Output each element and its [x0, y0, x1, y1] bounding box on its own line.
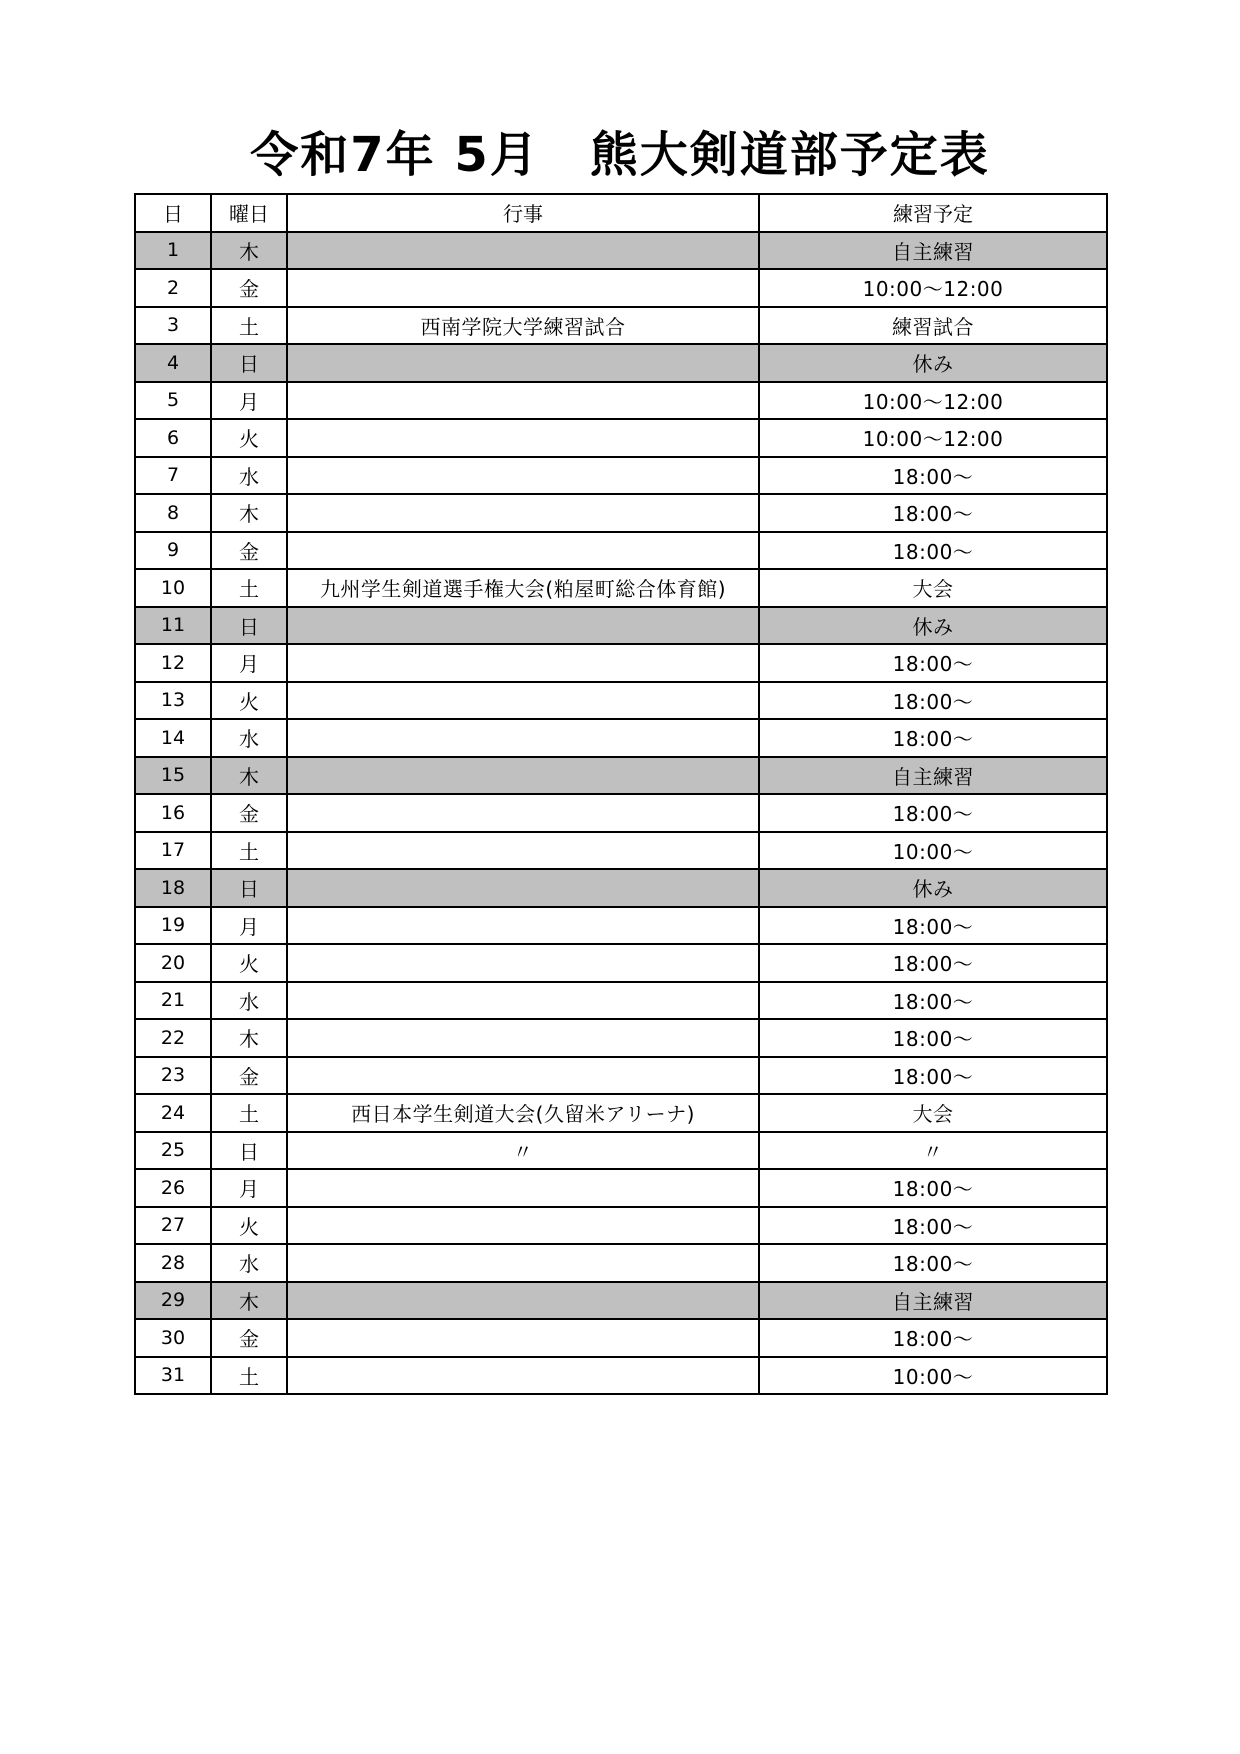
- event-cell: [287, 269, 759, 307]
- practice-cell: 10:00～12:00: [759, 382, 1107, 420]
- day-cell: 26: [135, 1169, 211, 1207]
- practice-cell: 18:00～: [759, 982, 1107, 1020]
- practice-cell: 10:00～12:00: [759, 419, 1107, 457]
- weekday-cell: 木: [211, 757, 287, 795]
- table-row: [135, 944, 1107, 982]
- weekday-cell: 木: [211, 1282, 287, 1320]
- weekday-cell: 水: [211, 982, 287, 1020]
- event-cell: [287, 344, 759, 382]
- day-cell: 15: [135, 757, 211, 795]
- day-cell: 21: [135, 982, 211, 1020]
- table-row: [135, 457, 1107, 495]
- weekday-cell: 日: [211, 1132, 287, 1170]
- header-event: 行事: [287, 194, 759, 232]
- practice-cell: 18:00～: [759, 907, 1107, 945]
- table-row: [135, 1057, 1107, 1095]
- table-row: [135, 757, 1107, 795]
- event-cell: [287, 1169, 759, 1207]
- day-cell: 19: [135, 907, 211, 945]
- weekday-cell: 月: [211, 382, 287, 420]
- event-cell: [287, 794, 759, 832]
- practice-cell: 大会: [759, 569, 1107, 607]
- weekday-cell: 火: [211, 419, 287, 457]
- weekday-cell: 日: [211, 869, 287, 907]
- table-row: [135, 382, 1107, 420]
- day-cell: 8: [135, 494, 211, 532]
- schedule-table: [134, 193, 1108, 1395]
- weekday-cell: 金: [211, 269, 287, 307]
- table-row: [135, 869, 1107, 907]
- practice-cell: 練習試合: [759, 307, 1107, 345]
- day-cell: 12: [135, 644, 211, 682]
- header-weekday: 曜日: [211, 194, 287, 232]
- practice-cell: 18:00～: [759, 719, 1107, 757]
- weekday-cell: 月: [211, 644, 287, 682]
- day-cell: 22: [135, 1019, 211, 1057]
- table-header-row: [135, 194, 1107, 232]
- practice-cell: 18:00～: [759, 532, 1107, 570]
- day-cell: 5: [135, 382, 211, 420]
- weekday-cell: 水: [211, 457, 287, 495]
- day-cell: 14: [135, 719, 211, 757]
- table-row: [135, 794, 1107, 832]
- practice-cell: 自主練習: [759, 757, 1107, 795]
- day-cell: 3: [135, 307, 211, 345]
- event-cell: 〃: [287, 1132, 759, 1170]
- weekday-cell: 日: [211, 344, 287, 382]
- table-row: [135, 1319, 1107, 1357]
- practice-cell: 休み: [759, 869, 1107, 907]
- table-row: [135, 344, 1107, 382]
- event-cell: 西日本学生剣道大会(久留米アリーナ): [287, 1094, 759, 1132]
- table-row: [135, 1019, 1107, 1057]
- day-cell: 16: [135, 794, 211, 832]
- day-cell: 24: [135, 1094, 211, 1132]
- day-cell: 23: [135, 1057, 211, 1095]
- table-row: [135, 532, 1107, 570]
- weekday-cell: 金: [211, 794, 287, 832]
- table-row: [135, 1244, 1107, 1282]
- practice-cell: 〃: [759, 1132, 1107, 1170]
- practice-cell: 大会: [759, 1094, 1107, 1132]
- table-row: [135, 1094, 1107, 1132]
- weekday-cell: 月: [211, 1169, 287, 1207]
- event-cell: [287, 419, 759, 457]
- table-row: [135, 1169, 1107, 1207]
- weekday-cell: 火: [211, 1207, 287, 1245]
- practice-cell: 休み: [759, 344, 1107, 382]
- event-cell: [287, 1282, 759, 1320]
- practice-cell: 18:00～: [759, 1057, 1107, 1095]
- event-cell: [287, 232, 759, 270]
- event-cell: [287, 944, 759, 982]
- event-cell: [287, 1357, 759, 1395]
- weekday-cell: 火: [211, 944, 287, 982]
- table-row: [135, 269, 1107, 307]
- day-cell: 13: [135, 682, 211, 720]
- day-cell: 28: [135, 1244, 211, 1282]
- table-row: [135, 682, 1107, 720]
- practice-cell: 自主練習: [759, 1282, 1107, 1320]
- practice-cell: 18:00～: [759, 1244, 1107, 1282]
- event-cell: [287, 1019, 759, 1057]
- table-row: [135, 1357, 1107, 1395]
- weekday-cell: 木: [211, 1019, 287, 1057]
- table-row: [135, 907, 1107, 945]
- practice-cell: 自主練習: [759, 232, 1107, 270]
- weekday-cell: 木: [211, 232, 287, 270]
- practice-cell: 18:00～: [759, 1169, 1107, 1207]
- practice-cell: 10:00～: [759, 832, 1107, 870]
- weekday-cell: 金: [211, 1319, 287, 1357]
- day-cell: 30: [135, 1319, 211, 1357]
- day-cell: 4: [135, 344, 211, 382]
- day-cell: 2: [135, 269, 211, 307]
- weekday-cell: 木: [211, 494, 287, 532]
- day-cell: 29: [135, 1282, 211, 1320]
- event-cell: 西南学院大学練習試合: [287, 307, 759, 345]
- event-cell: [287, 494, 759, 532]
- table-row: [135, 494, 1107, 532]
- practice-cell: 18:00～: [759, 682, 1107, 720]
- table-row: [135, 832, 1107, 870]
- day-cell: 11: [135, 607, 211, 645]
- table-row: [135, 1282, 1107, 1320]
- day-cell: 6: [135, 419, 211, 457]
- event-cell: [287, 1207, 759, 1245]
- day-cell: 9: [135, 532, 211, 570]
- event-cell: [287, 869, 759, 907]
- weekday-cell: 日: [211, 607, 287, 645]
- header-practice: 練習予定: [759, 194, 1107, 232]
- weekday-cell: 土: [211, 1094, 287, 1132]
- event-cell: [287, 719, 759, 757]
- schedule-body: [135, 232, 1107, 1395]
- table-row: [135, 1132, 1107, 1170]
- day-cell: 10: [135, 569, 211, 607]
- practice-cell: 10:00～12:00: [759, 269, 1107, 307]
- practice-cell: 18:00～: [759, 1319, 1107, 1357]
- event-cell: [287, 1319, 759, 1357]
- practice-cell: 休み: [759, 607, 1107, 645]
- event-cell: [287, 607, 759, 645]
- practice-cell: 18:00～: [759, 494, 1107, 532]
- table-row: [135, 607, 1107, 645]
- weekday-cell: 水: [211, 719, 287, 757]
- table-row: [135, 232, 1107, 270]
- practice-cell: 18:00～: [759, 944, 1107, 982]
- practice-cell: 10:00～: [759, 1357, 1107, 1395]
- weekday-cell: 土: [211, 569, 287, 607]
- day-cell: 20: [135, 944, 211, 982]
- practice-cell: 18:00～: [759, 1019, 1107, 1057]
- day-cell: 7: [135, 457, 211, 495]
- table-row: [135, 1207, 1107, 1245]
- day-cell: 18: [135, 869, 211, 907]
- table-row: [135, 982, 1107, 1020]
- weekday-cell: 水: [211, 1244, 287, 1282]
- practice-cell: 18:00～: [759, 644, 1107, 682]
- event-cell: [287, 757, 759, 795]
- practice-cell: 18:00～: [759, 794, 1107, 832]
- event-cell: [287, 682, 759, 720]
- day-cell: 1: [135, 232, 211, 270]
- weekday-cell: 土: [211, 307, 287, 345]
- day-cell: 31: [135, 1357, 211, 1395]
- weekday-cell: 土: [211, 832, 287, 870]
- weekday-cell: 火: [211, 682, 287, 720]
- header-day: 日: [135, 194, 211, 232]
- event-cell: [287, 532, 759, 570]
- table-row: [135, 419, 1107, 457]
- event-cell: [287, 644, 759, 682]
- day-cell: 17: [135, 832, 211, 870]
- event-cell: [287, 1244, 759, 1282]
- weekday-cell: 土: [211, 1357, 287, 1395]
- event-cell: [287, 832, 759, 870]
- practice-cell: 18:00～: [759, 1207, 1107, 1245]
- event-cell: [287, 982, 759, 1020]
- table-row: [135, 307, 1107, 345]
- table-row: [135, 569, 1107, 607]
- weekday-cell: 金: [211, 532, 287, 570]
- weekday-cell: 金: [211, 1057, 287, 1095]
- table-row: [135, 719, 1107, 757]
- day-cell: 25: [135, 1132, 211, 1170]
- event-cell: [287, 382, 759, 420]
- weekday-cell: 月: [211, 907, 287, 945]
- table-row: [135, 644, 1107, 682]
- practice-cell: 18:00～: [759, 457, 1107, 495]
- day-cell: 27: [135, 1207, 211, 1245]
- event-cell: [287, 907, 759, 945]
- event-cell: [287, 457, 759, 495]
- event-cell: 九州学生剣道選手権大会(粕屋町総合体育館): [287, 569, 759, 607]
- page-title: 令和7年 5月 熊大剣道部予定表: [250, 127, 990, 183]
- event-cell: [287, 1057, 759, 1095]
